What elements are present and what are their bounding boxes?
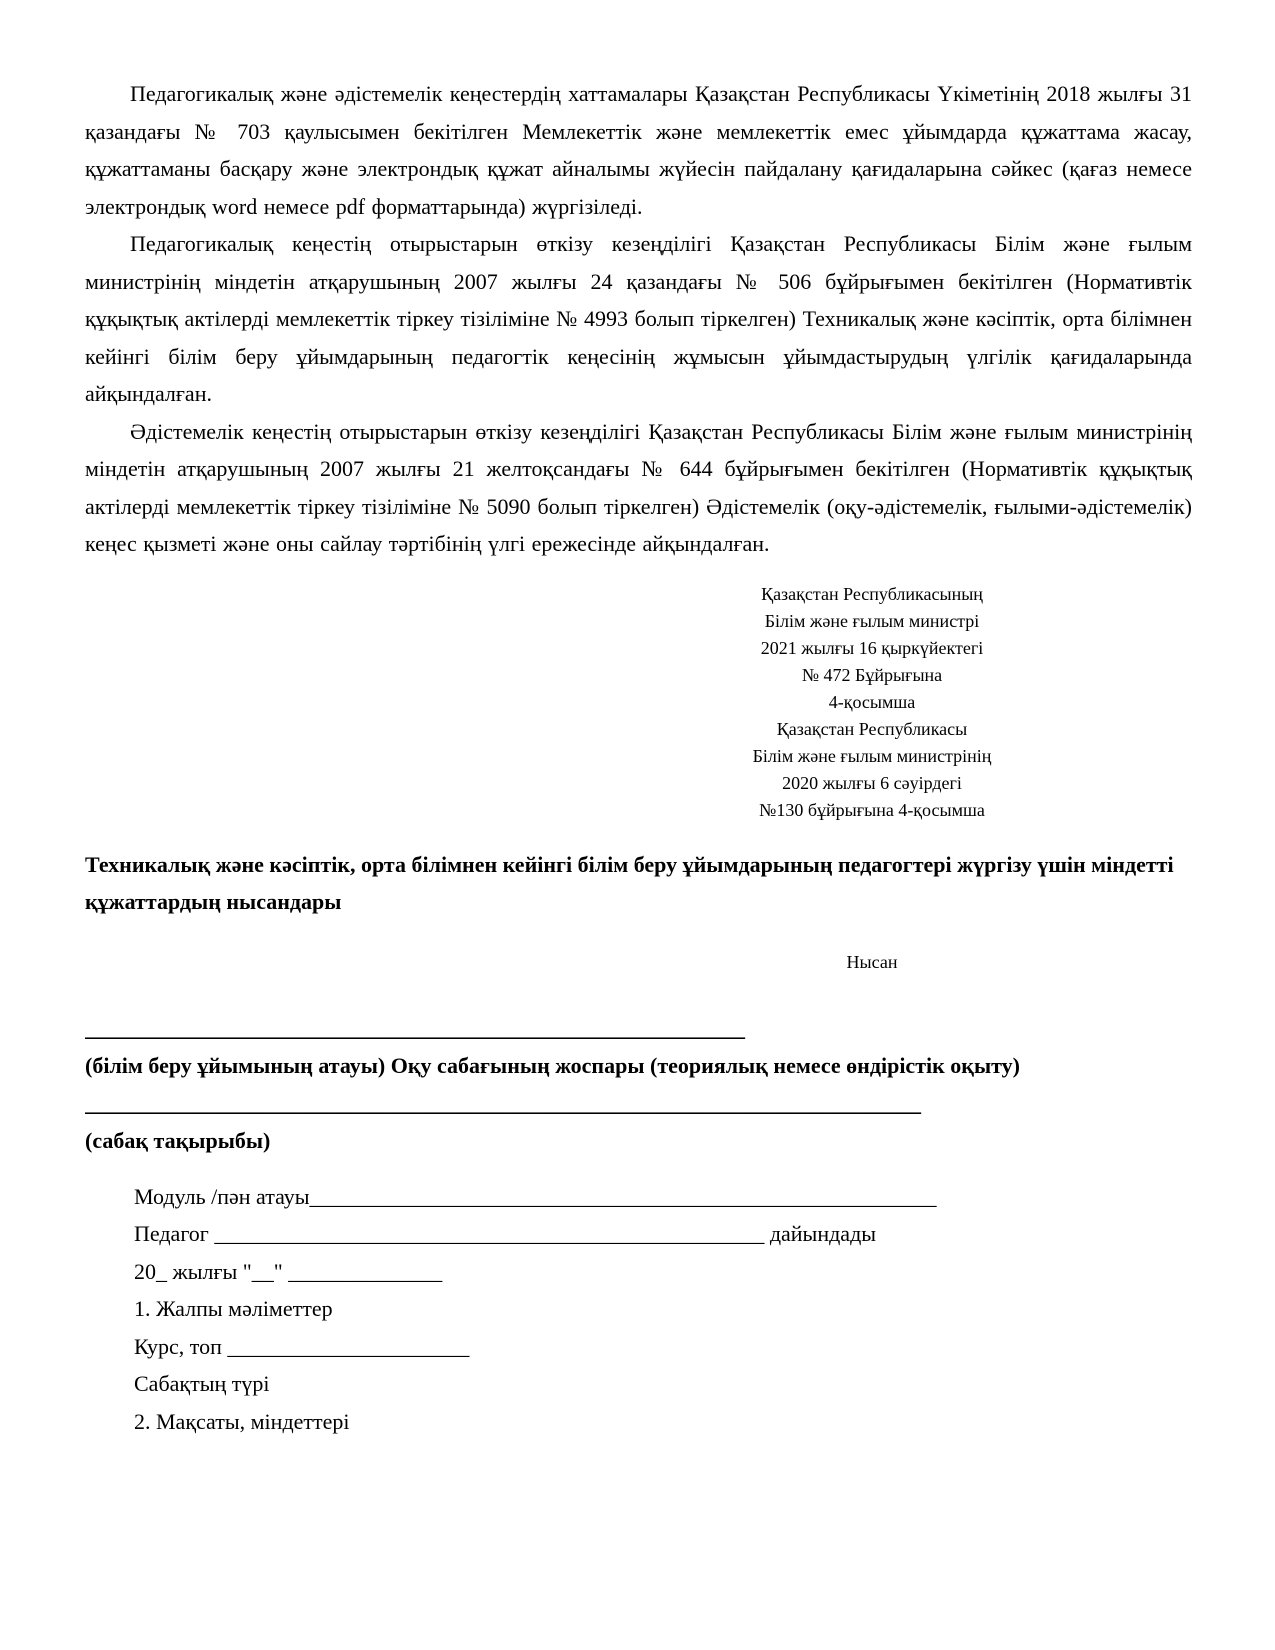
body-paragraph-3: Әдістемелік кеңестің отырыстарын өткізу кезеңділігі Қазақстан Республикасы Білім және ғылым министрінің міндетін атқарушының 2007 жылғы 21 желтоқсандағы № 644 бұйрығымен бекітілген (Нормативтік құқықтық актілерді мемлекеттік тіркеу тізіліміне № 5090 болып тіркелген) Әдістемелік (оқу-әдістемелік, ғылыми-әдістемелік) кеңес қызметі және оны сайлау тәртібінің үлгі ережесінде айқындалған. xyxy=(85,418,1192,556)
form-line-module-name: Модуль /пән атауы_________________________________________________________ xyxy=(134,1183,937,1209)
form-line-course-group: Курс, топ ______________________ xyxy=(134,1333,470,1359)
appendix-line: 2021 жылғы 16 қыркүйектегі xyxy=(760,637,984,658)
form-line-goals: 2. Мақсаты, міндеттері xyxy=(134,1408,350,1434)
form-line-general-info: 1. Жалпы мәліметтер xyxy=(134,1296,333,1321)
form-type-label: Нысан xyxy=(846,951,898,972)
appendix-line: Қазақстан Республикасы xyxy=(776,718,968,739)
body-paragraph-2: Педагогикалық кеңестің отырыстарын өткізу кезеңділігі Қазақстан Республикасы Білім және ғылым министрінің міндетін атқарушының 2007 жылғы 24 қазандағы № 506 бұйрығымен бекітілген (Нормативтік құқықтық актілерді мемлекеттік тіркеу тізіліміне № 4993 болып тіркелген) Техникалық және кәсіптік, орта білімнен кейінгі білім беру ұйымдарының педагогтік кеңесінің жұмысын ұйымдастырудың үлгілік қағидаларында айқындалған. xyxy=(85,231,1192,406)
appendix-line: 4-қосымша xyxy=(828,691,916,712)
appendix-line: Қазақстан Республикасының xyxy=(761,583,983,604)
appendix-line: Білім және ғылым министрінің xyxy=(752,745,992,766)
body-paragraph-1: Педагогикалық және әдістемелік кеңестердің хаттамалары Қазақстан Республикасы Үкіметінің 2018 жылғы 31 қазандағы № 703 қаулысымен бекітілген Мемлекеттік және мемлекеттік емес ұйымдарда құжаттама жасау, құжаттаманы басқару және электрондық құжат айналымы жүйесін пайдалану қағидаларына сәйкес (қағаз немесе электрондық word немесе pdf форматтарында) жүргізіледі. xyxy=(85,81,1192,219)
appendix-line: 2020 жылғы 6 сәуірдегі xyxy=(782,772,962,793)
appendix-line: №130 бұйрығына 4-қосымша xyxy=(759,799,985,820)
topic-caption: (сабақ тақырыбы) xyxy=(85,1128,271,1153)
organization-caption: (білім беру ұйымының атауы) Оқу сабағының жоспары (теориялық немесе өндірістік оқыту) xyxy=(85,1053,1020,1078)
appendix-line: № 472 Бұйрығына xyxy=(801,664,943,685)
form-line-lesson-type: Сабақтың түрі xyxy=(134,1371,270,1396)
organization-blank-line: ____________________________________________________________ xyxy=(85,1015,745,1041)
appendix-line: Білім және ғылым министрі xyxy=(764,610,980,631)
document-heading: Техникалық және кәсіптік, орта білімнен кейінгі білім беру ұйымдарының педагогтері жүргізу үшін міндетті құжаттардың нысандары xyxy=(85,851,1174,914)
appendix-reference-block xyxy=(552,581,1192,824)
form-line-teacher: Педагог __________________________________________________ дайындады xyxy=(134,1221,877,1246)
lesson-plan-form xyxy=(85,1178,1192,1441)
form-line-date: 20_ жылғы "__" ______________ xyxy=(134,1258,443,1284)
topic-blank-line: ____________________________________________________________________________ xyxy=(85,1090,921,1116)
